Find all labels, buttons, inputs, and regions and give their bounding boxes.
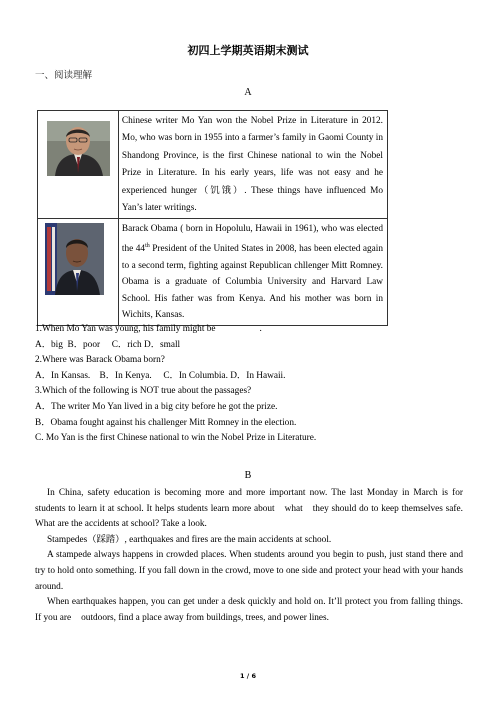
question-3-option-b: B．Obama fought against his challenger Mitt Romney in the election. [35,417,297,428]
people-table [37,110,388,326]
question-2: 2.Where was Barack Obama born? [35,355,165,366]
page-number: 1 / 6 [240,672,256,680]
paragraph-3: A stampede always happens in crowded places. When students around you begin to push, just stand there and try to hold onto something. If you fall down in the crowd, move to one side and protect your head with your hands around. [35,550,463,592]
section-heading: 一、阅读理解 [35,70,93,81]
question-3-option-a: A．The writer Mo Yan lived in a big city before he got the prize. [35,401,278,412]
part-b-label: B [244,470,252,481]
passage-b [35,486,463,626]
portrait-mo-yan-icon [47,121,110,176]
question-3-option-c: C. Mo Yan is the first Chinese national to win the Nobel Prize in Literature. [35,433,317,444]
person-row [38,111,388,219]
question-1: 1.When Mo Yan was young, his family might be . [35,324,262,334]
person-description-mo-yan: Chinese writer Mo Yan won the Nobel Prize in Literature in 2012. Mo, who was born in 1955 into a farmer’s family in Gaomi County in Shandong Province, is the first Chinese national to win the Nobel Prize in Literature. In his early years, life was not easy and he experienced hunger（饥饿）. These things have influenced Mo Yan’s later writings. [121,116,383,214]
paragraph-4: When earthquakes happen, you can get under a desk quickly and hold on. It’ll protect you from falling things. If you are outdoors, find a place away from buildings, trees, and power lines. [35,597,463,623]
part-a-label: A [244,87,252,98]
question-2-options: A．In Kansas. B．In Kenya. C．In Columbia. D．In Hawaii. [35,370,286,381]
questions-part-a [35,322,463,447]
paragraph-2: Stampedes（踩踏）, earthquakes and fires are the main accidents at school. [47,534,332,545]
portrait-barack-obama-icon [45,223,104,295]
paragraph-1: In China, safety education is becoming more and more important now. The last Monday in March is for students to learn it at school. It helps students learn more about what they should do to keep themselves safe. What are the accidents at school? Take a look. [35,488,463,530]
person-description-obama: Barack Obama ( born in Hopolulu, Hawaii in 1961), who was elected the 44th President of the United States in 2008, has been elected again to a second term, fighting against Republican chllenger Mitt Romney. Obama is a graduate of Columbia University and Harvard Law School. His father was from Kenya. And his mother was born in Wichits, Kansas. [121,224,383,321]
page-title: 初四上学期英语期末测试 [187,44,309,57]
person-row [38,219,388,325]
question-1-options: A．big B．poor C．rich D．small [35,339,181,350]
question-3: 3.Which of the following is NOT true about the passages? [35,386,252,397]
